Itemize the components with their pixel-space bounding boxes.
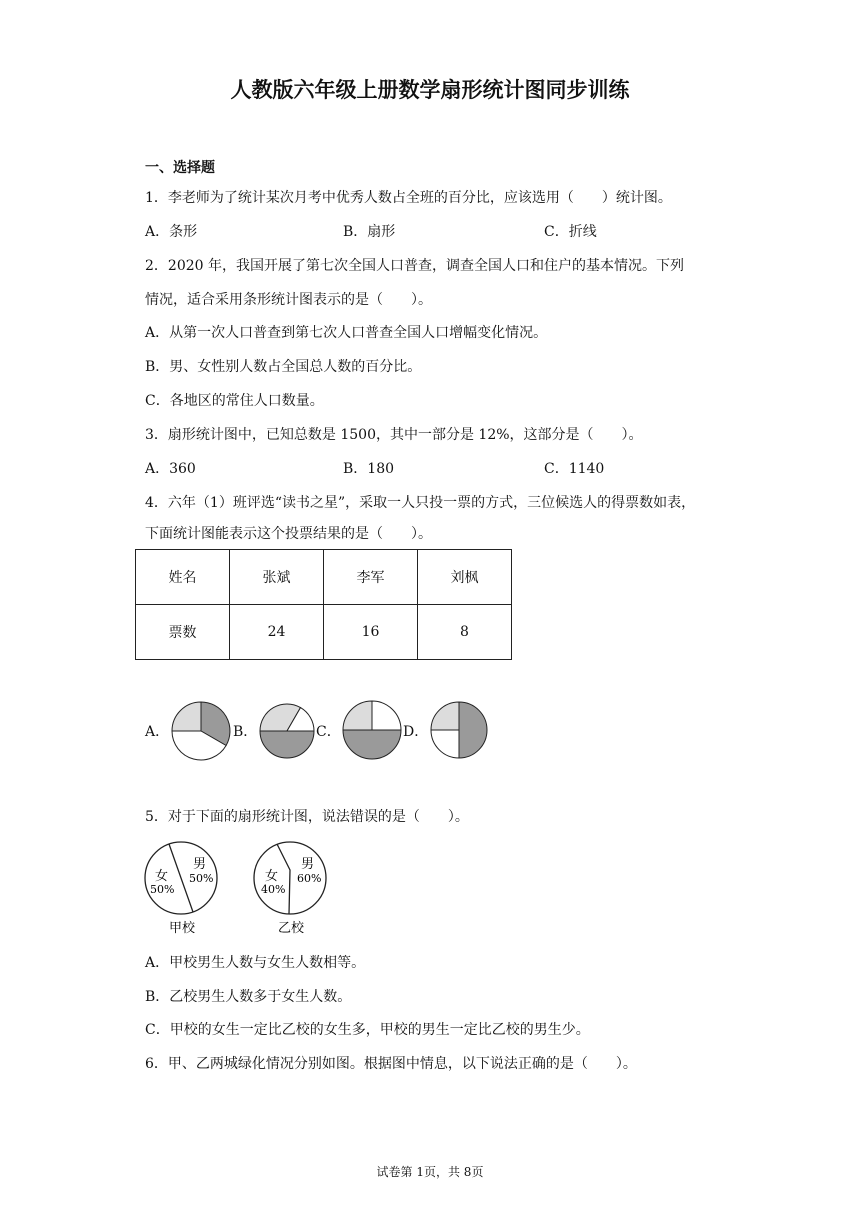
- pie-slice: [260, 731, 314, 758]
- question-4-stem-line1: 4．六年（1）班评选“读书之星”，采取一人只投一票的方式，三位候选人的得票数如表，: [145, 495, 696, 511]
- pie-slice: [459, 702, 487, 758]
- q3-option-a: A．360: [145, 461, 196, 477]
- q3-option-c: C．1140: [544, 461, 605, 477]
- male-percent: 50%: [189, 872, 214, 885]
- q5-option-b: B．乙校男生人数多于女生人数。: [145, 989, 352, 1005]
- q4-option-d-label: D．: [403, 724, 429, 740]
- question-2-stem-line1: 2．2020 年，我国开展了第七次全国人口普查，调查全国人口和住户的基本情况。下列: [145, 258, 684, 274]
- q1-option-a: A．条形: [145, 224, 198, 240]
- question-1-stem: 1．李老师为了统计某次月考中优秀人数占全班的百分比，应该选用（ ）统计图。: [145, 190, 672, 206]
- q4-option-c-pie: [341, 699, 403, 761]
- question-2-stem-line2: 情况，适合采用条形统计图表示的是（ ）。: [145, 292, 432, 308]
- female-label: 女: [265, 869, 279, 884]
- pie-slice: [431, 702, 459, 730]
- section-heading: 一、选择题: [145, 160, 215, 176]
- female-percent: 50%: [150, 883, 175, 896]
- q5-option-c: C．甲校的女生一定比乙校的女生多，甲校的男生一定比乙校的男生少。: [145, 1022, 590, 1038]
- table-row: [136, 550, 512, 605]
- female-percent: 40%: [261, 883, 286, 896]
- q4-option-d-pie: [429, 700, 489, 760]
- pie-slice: [343, 730, 401, 759]
- pie-slice: [372, 701, 401, 730]
- q4-option-a-pie: [170, 700, 232, 762]
- page-title: 人教版六年级上册数学扇形统计图同步训练: [230, 78, 630, 102]
- school-yi-pie-chart: [250, 838, 340, 938]
- q3-option-b: B．180: [343, 461, 395, 477]
- male-label: 男: [193, 857, 207, 872]
- table-cell: 姓名: [136, 550, 230, 605]
- table-cell: 8: [418, 605, 512, 660]
- pie-slice: [343, 701, 372, 730]
- q2-option-c: C．各地区的常住人口数量。: [145, 393, 324, 409]
- school-caption: 甲校: [169, 921, 196, 936]
- question-5-stem: 5．对于下面的扇形统计图，说法错误的是（ ）。: [145, 809, 469, 825]
- q2-option-b: B．男、女性别人数占全国总人数的百分比。: [145, 359, 422, 375]
- female-label: 女: [155, 869, 169, 884]
- page-footer: 试卷第 1页，共 8页: [376, 1165, 484, 1179]
- q4-option-b-pie: [258, 702, 316, 760]
- q2-option-a: A．从第一次人口普查到第七次人口普查全国人口增幅变化情况。: [145, 325, 548, 341]
- table-row: [136, 605, 512, 660]
- table-cell: 刘枫: [418, 550, 512, 605]
- table-cell: 票数: [136, 605, 230, 660]
- q4-option-b-label: B．: [233, 724, 258, 740]
- table-cell: 张斌: [230, 550, 324, 605]
- school-caption: 乙校: [278, 921, 305, 936]
- q4-option-a-label: A．: [145, 724, 170, 740]
- table-cell: 李军: [324, 550, 418, 605]
- school-jia-pie-chart: [140, 838, 230, 938]
- question-6-stem: 6．甲、乙两城绿化情况分别如图。根据图中情息，以下说法正确的是（ ）。: [145, 1056, 637, 1072]
- question-4-stem-line2: 下面统计图能表示这个投票结果的是（ ）。: [145, 526, 432, 542]
- table-cell: 24: [230, 605, 324, 660]
- q5-option-a: A．甲校男生人数与女生人数相等。: [145, 955, 366, 971]
- pie-slice: [431, 730, 459, 758]
- q1-option-b: B．扇形: [343, 224, 396, 240]
- male-percent: 60%: [297, 872, 322, 885]
- q4-option-c-label: C．: [316, 724, 341, 740]
- table-cell: 16: [324, 605, 418, 660]
- pie-slice: [172, 702, 201, 731]
- male-label: 男: [301, 857, 315, 872]
- vote-table: [135, 549, 512, 660]
- question-3-stem: 3．扇形统计图中，已知总数是 1500，其中一部分是 12%，这部分是（ ）。: [145, 427, 643, 443]
- q1-option-c: C．折线: [544, 224, 597, 240]
